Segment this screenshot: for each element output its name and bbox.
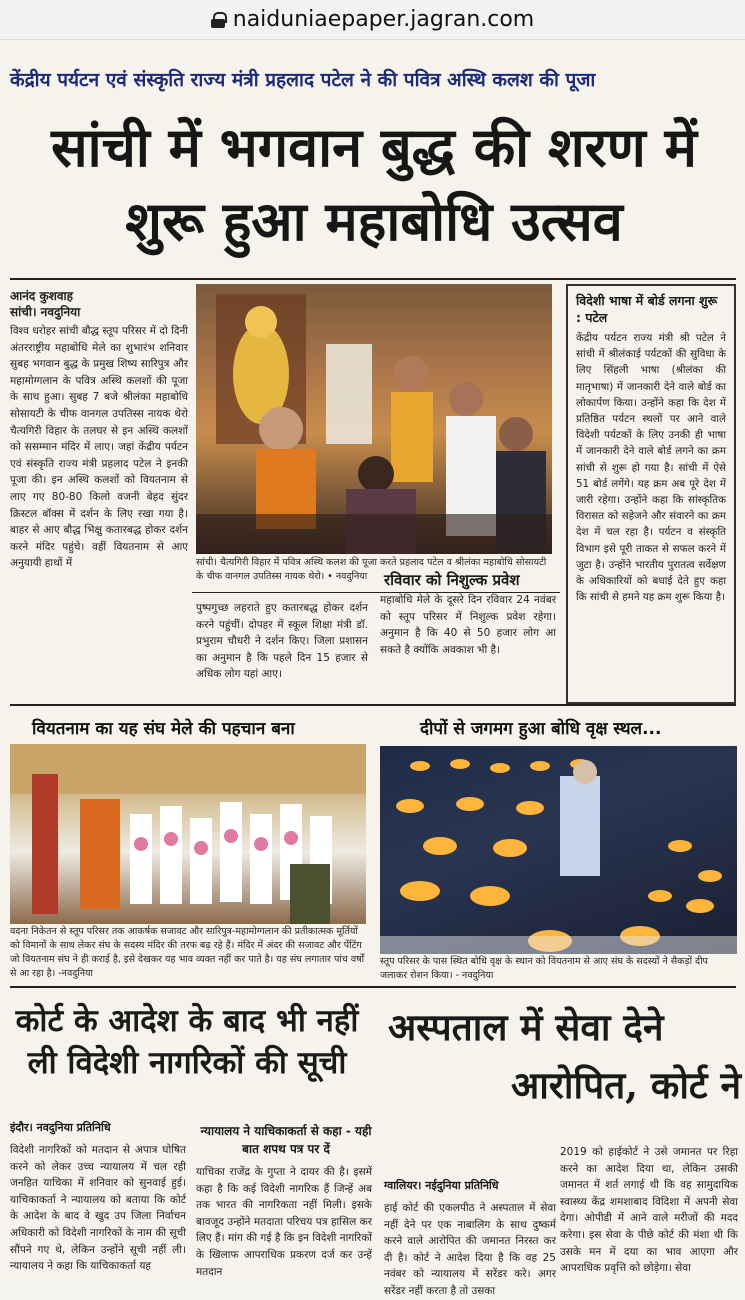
- bodhi-section-title: दीपों से जगमग हुआ बोधि वृक्ष स्थल...: [420, 719, 662, 739]
- lead-column-2: पुष्पगुच्छ लहराते हुए कतारबद्ध होकर दर्शन करने पहुंचीं। दोपहर में स्कूल शिक्षा मंत्री डॉ. प्रभुराम चौधरी ने दर्शन किए। जिला प्रशासन का अनुमान है कि पहले दिन 15 हजार से अधिक लोग यहां आए।: [196, 602, 368, 681]
- divider: [10, 704, 736, 706]
- hospital-byline: ग्वालियर। नईदुनिया प्रतिनिधि: [384, 1179, 499, 1192]
- bodhi-lamps-photo[interactable]: [380, 746, 737, 954]
- hospital-headline: [388, 998, 745, 1114]
- bodhi-photo-caption: स्तूप परिसर के पास स्थित बोधि वृक्ष के स्थान को वियतनाम से आए संघ के सदस्यों ने सैकड़ों दीप जलाकर रोशन किया। - नवदुनिया: [380, 956, 708, 981]
- court-subhead: न्यायालय ने याचिकाकर्ता से कहा - यही बात शपथ पत्र पर दें: [200, 1124, 372, 1156]
- vietnam-procession-photo[interactable]: [10, 744, 366, 924]
- stupa-worship-photo[interactable]: [196, 284, 552, 554]
- lead-column-1: विश्व धरोहर सांची बौद्ध स्तूप परिसर में दो दिनी अंतरराष्ट्रीय महाबोधि मेले का शुभारंभ शनिवार सुबह भगवान बुद्ध के प्रमुख शिष्य सारिपुत्र और महामोग्गलान के पवित्र अस्थि कलशों की पूजा के साथ हुआ। सुबह 7 बजे श्रीलंका महाबोधि सोसायटी के चीफ वानगल उपतिस्स नायक थेरो चैत्यगिरी विहार के तलघर से इन अस्थि कलशों को ससम्मान मंदिर में लाए। जहां केंद्रीय पर्यटन एवं संस्कृति राज्य मंत्री प्रहलाद पटेल ने इनकी पूजा की। इन अस्थि कलशों को वियतनाम से लाए गए 80-80 किलो वजनी बेहद सुंदर क्रिस्टल बॉक्स में दर्शन के लिए रखा गया है। बाहर से आए बौद्ध भिक्षु कतारबद्ध होकर दर्शन करने मंदिर पहुंचे। वहीं वियतनाम से आए अनुयायी हाथों में: [10, 325, 188, 570]
- byline-name: आनंद कुशवाह: [10, 289, 74, 303]
- sidebar-box-body: केंद्रीय पर्यटन राज्य मंत्री श्री पटेल ने सांची में श्रीलंकाई पर्यटकों की सुविधा के लिए सिंहली भाषा (श्रीलंका की मातृभाषा) में जानकारी देने वाले बोर्ड का लोकार्पण किया। उन्होंने कहा कि देश में प्रतिष्ठित पर्यटन स्थलों पर आने वाले विदेशी पर्यटकों के लिए उनकी ही भाषा में जानकारी देने वाले बोर्ड लगने का क्रम सांची से शुरू हो गया है। सांची में ऐसे 51 बोर्ड लगेंगे। यह क्रम अब पूरे देश में जारी रहेगा। उन्होंने कहा कि सांस्कृतिक विरासत को सहेजने और संवारने का क्रम देश में चल रहा है। पर्यटन व संस्कृति विभाग इसे पूरी ताकत से सफल करने में जुटा है। उन्होंने भारतीय पुरातत्व सर्वेक्षण के अधिकारियों को बधाई देते हुए कहा कि सांची से हमने यह क्रम शुरू किया है।: [576, 332, 726, 604]
- lead-headline: सांची में भगवान बुद्ध की शरण में शुरू हुआ महाबोधि उत्सव: [51, 115, 697, 253]
- lead-kicker: केंद्रीय पर्यटन एवं संस्कृति राज्य मंत्री प्रहलाद पटेल ने की पवित्र अस्थि कलश की पूजा: [10, 69, 596, 91]
- lamps-illustration: [380, 746, 737, 954]
- court-headline: कोर्ट के आदेश के बाद भी नहीं ली विदेशी नागरिकों की सूची: [15, 1003, 359, 1081]
- url-text[interactable]: naiduniaepaper.jagran.com: [232, 7, 535, 32]
- divider: [10, 986, 736, 988]
- hospital-headline-line1: अस्पताल में सेवा देने: [388, 1005, 664, 1049]
- lead-column-3: महाबोधि मेले के दूसरे दिन रविवार 24 नवंबर को स्तूप परिसर में निशुल्क प्रवेश रहेगा। अनुमान है कि 40 से 50 हजार लोग आ सकते है क्योंकि अवकाश भी है।: [380, 594, 556, 656]
- worship-scene-illustration: [196, 284, 552, 554]
- sidebar-box-heading: विदेशी भाषा में बोर्ड लगना शुरू : पटेल: [576, 293, 718, 325]
- vietnam-section-title: वियतनाम का यह संघ मेले की पहचान बना: [32, 719, 295, 739]
- hospital-headline-line2: आरोपित, कोर्ट ने: [510, 1063, 741, 1107]
- browser-address-bar[interactable]: [0, 0, 745, 40]
- lock-icon: [211, 12, 225, 28]
- hospital-column-1: हाई कोर्ट की एकलपीठ ने अस्पताल में सेवा नहीं देने पर एक नाबालिग के साथ दुष्कर्म करने वाले आरोपित की जमानत निरस्त कर दी है। कोर्ट ने आदेश दिया है कि वह 25 नवंबर को न्यायालय में सरेंडर करे। अगर सरेंडर नहीं करता है तो उसका: [384, 1202, 556, 1297]
- epaper-page: [0, 40, 745, 1297]
- vietnam-photo-caption: वदना निकेतन से स्तूप परिसर तक आकर्षक सजावट और सारिपुत्र-महामोग्गलान की प्रतीकात्मक मूर्तियों को विमानों के साथ लेकर संघ के सदस्य मंदिर की तरफ बढ़ रहे हैं। मंदिर में अंदर की सजावट और पेंटिंग जो वियतनाम संघ ने ही कराई है, इसे देखकर यह भाव व्यक्त नहीं कर पाते है। यह संघ लगातार पांच वर्षों से आ रहा है। -नवदुनिया: [10, 926, 365, 979]
- free-entry-subhead: रविवार को निशुल्क प्रवेश: [384, 571, 520, 589]
- worship-photo-caption: सांची। चैत्यगिरी विहार में पवित्र अस्थि कलश की पूजा करते प्रहलाद पटेल व श्रीलंका महाबोधि सोसायटी के चीफ वानगल उपतिस्स नायक थेरो। • नवदुनिया: [196, 557, 547, 582]
- court-column-2: याचिका राजेंद्र के गुप्ता ने दायर की है। इसमें कहा है कि कई विदेशी नागरिक हैं जिन्हें अब तक भारत की नागरिकता नहीं मिली। इसके बावजूद उन्होंने मतदाता परिचय पत्र हासिल कर लिए हैं। मांग की गई है कि इन विदेशी नागरिकों के खिलाफ आपराधिक प्रकरण दर्ज कर उन्हें मतदान: [196, 1166, 372, 1278]
- court-byline: इंदौर। नवदुनिया प्रतिनिधि: [10, 1121, 111, 1134]
- court-column-1: विदेशी नागरिकों को मतदान से अपात्र घोषित करने को लेकर उच्च न्यायालय में चल रही जनहित याचिका में शनिवार को सुनवाई हुई। याचिकाकर्ता ने न्यायालय को बताया कि कोर्ट के आदेश के बाद वे खुद उप जिला निर्वाचन अधिकारी को विदेशी नागरिकों के नाम की सूची सौंपने गए थे, लेकिन उन्होंने सूची नहीं ली। न्यायालय ने कहा कि याचिकाकर्ता यह: [10, 1144, 186, 1273]
- hospital-column-2: 2019 को हाईकोर्ट ने उसे जमानत पर रिहा करने का आदेश दिया था, लेकिन उसकी जमानत में शर्त लगाई थी कि वह सामुदायिक स्वास्थ्य केंद्र शमशाबाद विदिशा में अपनी सेवा देगा। ओपीडी में आने वाले मरीजों की मदद करेगा। इस सेवा के पीछे कोर्ट की मंशा थी कि उसके मन में दया का भाव आएगा और आपराधिक प्रवृत्ति को छोड़ेगा। सेवा: [560, 1146, 738, 1275]
- sidebar-box: [566, 284, 736, 704]
- lead-byline: [10, 288, 80, 320]
- procession-illustration: [10, 744, 366, 924]
- byline-place: सांची। नवदुनिया: [10, 305, 81, 319]
- divider: [10, 278, 736, 280]
